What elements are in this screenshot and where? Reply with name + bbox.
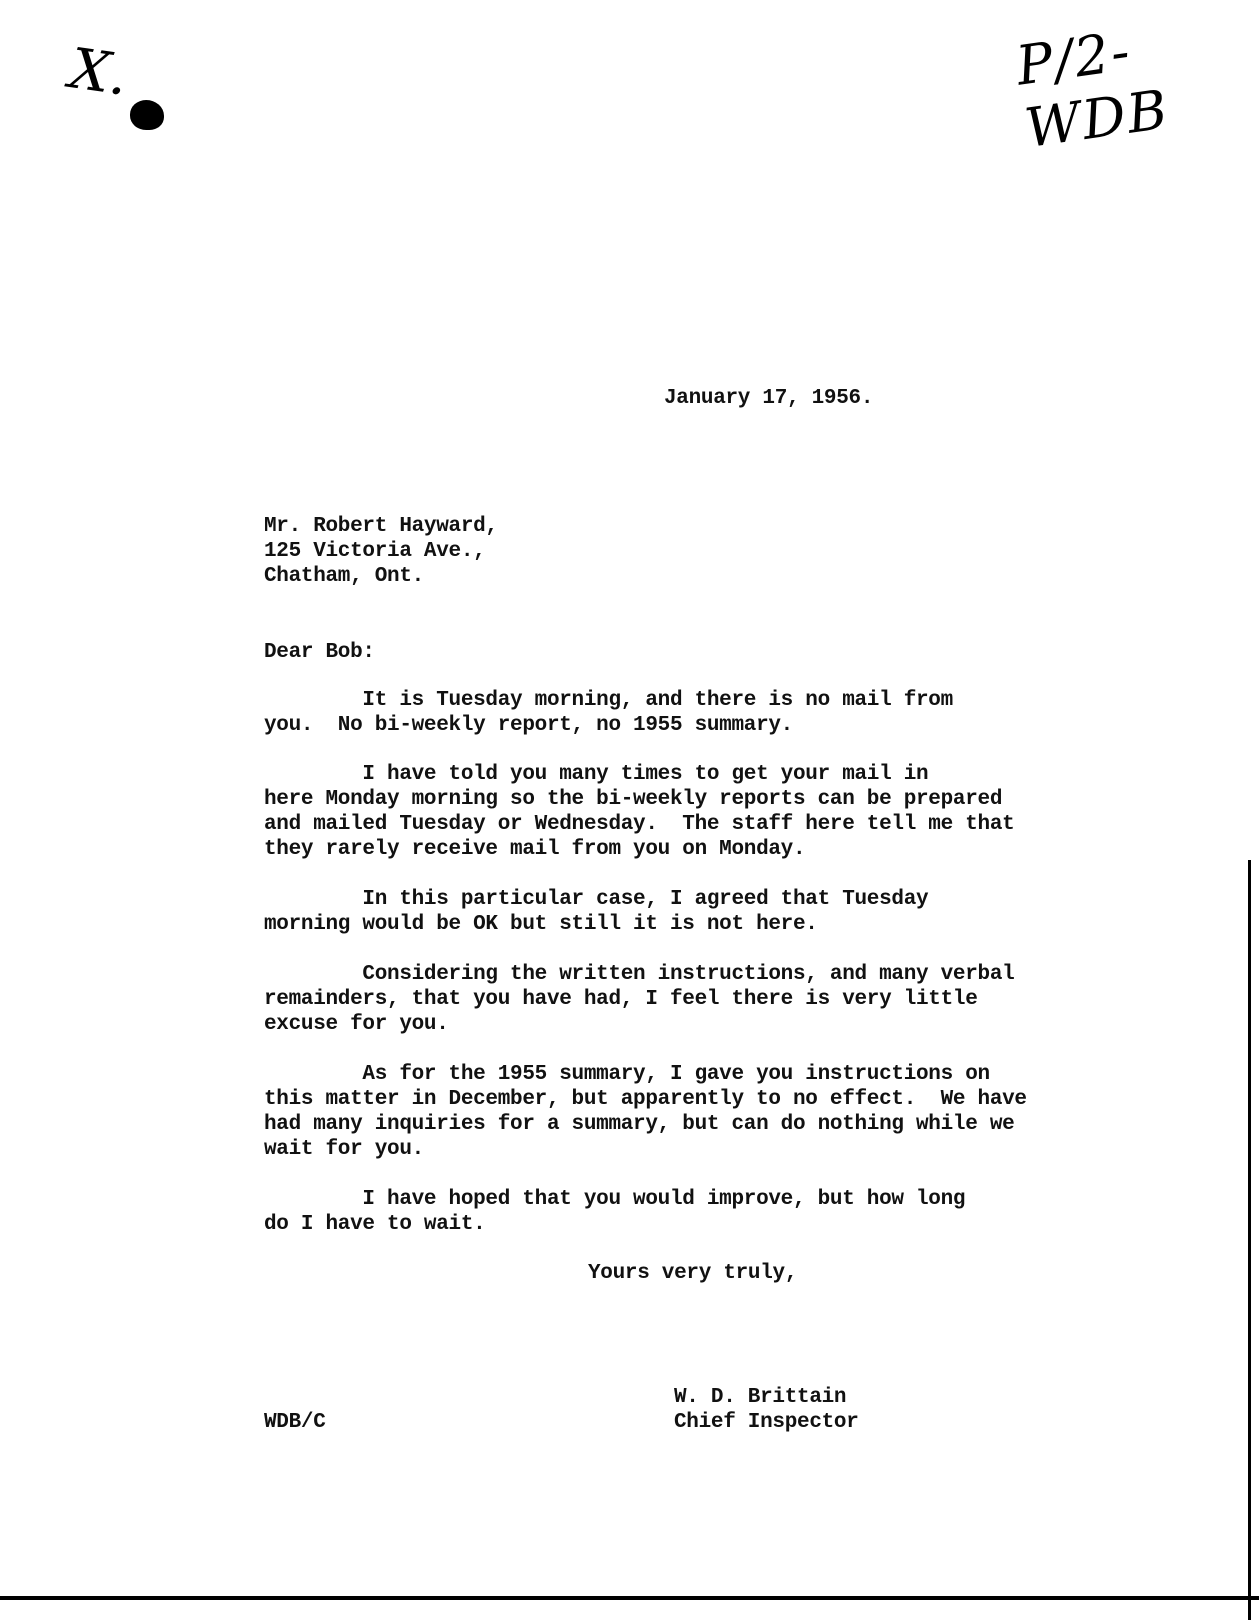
body-line: you. No bi-weekly report, no 1955 summary. bbox=[264, 714, 793, 737]
body-line: I have told you many times to get your mail in bbox=[264, 763, 929, 786]
body-line: here Monday morning so the bi-weekly reports can be prepared bbox=[264, 788, 1003, 811]
scan-edge-bottom bbox=[0, 1596, 1259, 1600]
letter-date: January 17, 1956. bbox=[664, 387, 874, 410]
reference-initials: WDB/C bbox=[264, 1411, 326, 1434]
recipient-street: 125 Victoria Ave., bbox=[264, 540, 486, 563]
body-line: As for the 1955 summary, I gave you instructions on bbox=[264, 1063, 990, 1086]
body-line: excuse for you. bbox=[264, 1013, 449, 1036]
recipient-city: Chatham, Ont. bbox=[264, 565, 424, 588]
body-line: I have hoped that you would improve, but how long bbox=[264, 1188, 966, 1211]
handwritten-x-mark: X. bbox=[65, 36, 132, 109]
body-line: and mailed Tuesday or Wednesday. The staff here tell me that bbox=[264, 813, 1015, 836]
body-line: this matter in December, but apparently to no effect. We have bbox=[264, 1088, 1027, 1111]
recipient-name: Mr. Robert Hayward, bbox=[264, 515, 498, 538]
body-line: wait for you. bbox=[264, 1138, 424, 1161]
body-line: do I have to wait. bbox=[264, 1213, 486, 1236]
closing: Yours very truly, bbox=[588, 1262, 798, 1285]
body-line: morning would be OK but still it is not here. bbox=[264, 913, 818, 936]
body-line: Considering the written instructions, and many verbal bbox=[264, 963, 1015, 986]
scan-edge-right bbox=[1248, 860, 1251, 1620]
salutation: Dear Bob: bbox=[264, 641, 375, 664]
body-line: It is Tuesday morning, and there is no mail from bbox=[264, 689, 953, 712]
body-line: remainders, that you have had, I feel there is very little bbox=[264, 988, 978, 1011]
ink-blot bbox=[130, 100, 164, 130]
handwritten-file-reference: P/2-WDB bbox=[1012, 19, 1174, 161]
body-line: In this particular case, I agreed that Tuesday bbox=[264, 888, 929, 911]
signature-name: W. D. Brittain bbox=[674, 1386, 847, 1409]
signature-title: Chief Inspector bbox=[674, 1411, 859, 1434]
body-line: had many inquiries for a summary, but can do nothing while we bbox=[264, 1113, 1015, 1136]
body-line: they rarely receive mail from you on Monday. bbox=[264, 838, 806, 861]
